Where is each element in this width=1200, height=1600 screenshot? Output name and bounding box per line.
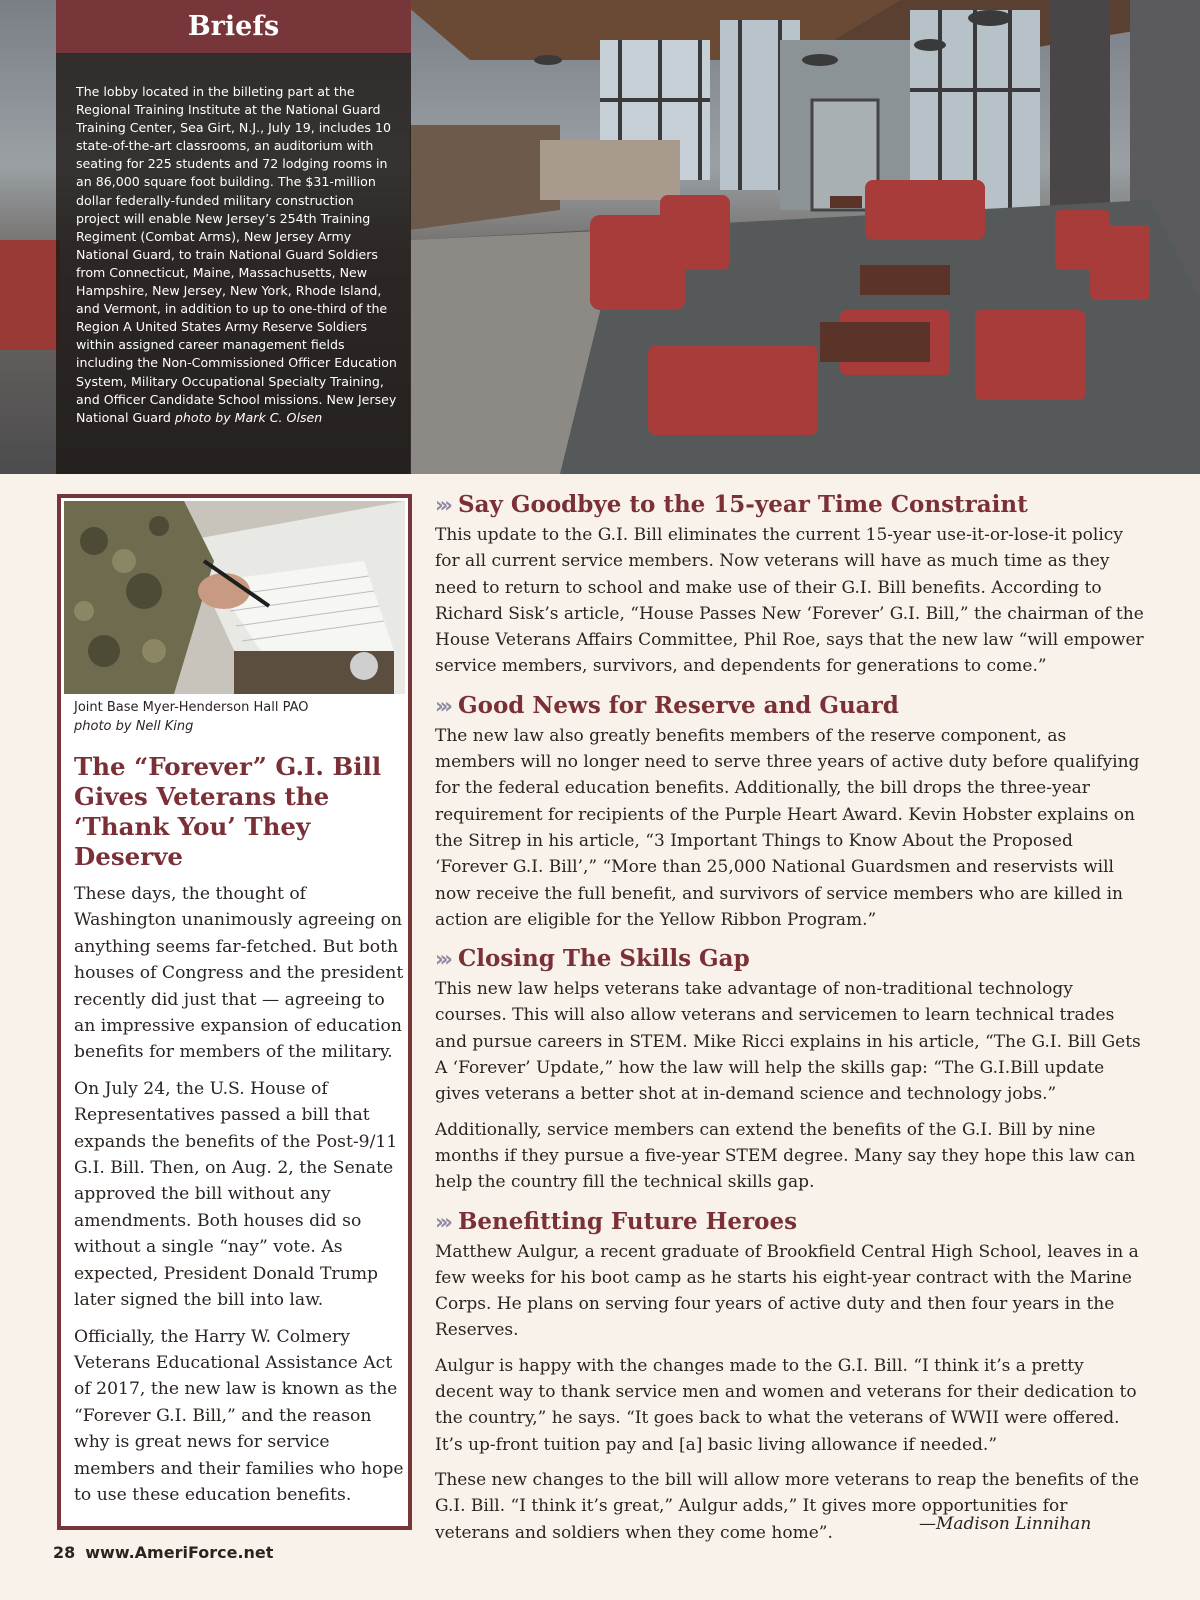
- sidebar-paragraph: On July 24, the U.S. House of Representatives passed a bill that expands the benefits of the Post-9/11 G.I. Bill. Then, on Aug. 2, the Senate approved the bill without any amendments. Both houses did so without a single “nay” vote. As expected, President Donald Trump later signed the bill into law.: [74, 1078, 398, 1311]
- briefs-caption: [76, 83, 398, 427]
- section-paragraph: These new changes to the bill will allow more veterans to reap the benefits of the G.I. Bill. “I think it’s great,” Aulgur adds,” It gives more opportunities for veterans and soldiers when they come home”.: [435, 1469, 1140, 1543]
- section-heading-text: Closing The Skills Gap: [457, 945, 750, 973]
- student-writing-illustration: [64, 501, 405, 694]
- section-heading: [435, 942, 1147, 976]
- sidebar-article: [57, 494, 412, 1530]
- chevron-right-icon: ›››: [435, 693, 449, 718]
- main-column: [435, 488, 1147, 1555]
- section-paragraph: The new law also greatly benefits members of the reserve component, as members will no longer need to serve three years of active duty before qualifying for the federal education benefits. Additionally, the bill drops the three-year requirement for recipients of the Purple Heart Award. Kevin Hobster explains on the Sitrep in his article, “3 Important Things to Know About the Proposed ‘Forever G.I. Bill’,” “More than 25,000 National Guardsmen and reservists will now receive the full benefit, and survivors of service members who are killed in action are eligible for the Yellow Ribbon Program.”: [435, 725, 1140, 930]
- sidebar-paragraph: Officially, the Harry W. Colmery Veterans Educational Assistance Act of 2017, the new law is known as the “Forever G.I. Bill,” and the reason why is great news for service members and their families who hope to use these education benefits.: [74, 1326, 404, 1505]
- section-time-constraint: [435, 488, 1147, 680]
- briefs-header: Briefs: [56, 0, 411, 53]
- section-reserve-guard: [435, 689, 1147, 933]
- chevron-right-icon: ›››: [435, 493, 449, 517]
- sidebar-photo-credit: [74, 698, 404, 736]
- article-title: The “Forever” G.I. Bill Gives Veterans the ‘Thank You’ They Deserve: [74, 752, 382, 871]
- section-heading-text: Good News for Reserve and Guard: [457, 691, 899, 719]
- section-future-heroes: [435, 1205, 1147, 1546]
- lobby-photo: [0, 0, 1200, 474]
- sidebar-credit-photographer: photo by Nell King: [74, 719, 194, 734]
- section-paragraph: Aulgur is happy with the changes made to the G.I. Bill. “I think it’s a pretty decent way to thank service men and women and veterans for their dedication to the country,” he says. “It goes back to what the veterans of WWII were offered. It’s up-front tuition pay and [a] basic living allowance if needed.”: [435, 1355, 1137, 1455]
- sidebar-paragraph: These days, the thought of Washington unanimously agreeing on anything seems far-fetched. But both houses of Congress and the president recently did just that — agreeing to an impressive expansion of education benefits for members of the military.: [74, 884, 404, 1063]
- briefs-caption-text: The lobby located in the billeting part at the Regional Training Institute at the National Guard Training Center, Sea Girt, N.J., July 19, includes 10 state-of-the-art classrooms, an auditorium with seating for 225 students and 72 lodging rooms in an 86,000 square foot building. The $31-million dollar federally-funded military construction project will enable New Jersey’s 254th Training Regiment (Combat Arms), New Jersey Army National Guard, to train National Guard Soldiers from Connecticut, Maine, Massachusetts, New Hampshire, New Jersey, New York, Rhode Island, and Vermont, in addition to up to one-third of the Region A United States Army Reserve Soldiers within assigned career management fields including the Non-Commissioned Officer Education System, Military Occupational Specialty Training, and Officer Candidate School missions. New Jersey National Guard: [76, 84, 397, 425]
- briefs-panel: [56, 0, 411, 474]
- sidebar-body: [74, 881, 406, 1518]
- page-footer: [53, 1543, 283, 1562]
- section-heading: [435, 488, 1147, 522]
- page-number: 28: [53, 1543, 76, 1562]
- section-paragraph: This new law helps veterans take advantage of non-traditional technology courses. This will also allow veterans and servicemen to learn technical trades and pursue careers in STEM. Mike Ricci explains in his article, “The G.I. Bill Gets A ‘Forever’ Update,” how the law will help the skills gap: “The G.I.Bill update gives veterans a better shot at in-demand science and technology jobs.”: [435, 979, 1141, 1105]
- section-heading: [435, 1205, 1147, 1239]
- section-body: [435, 1239, 1147, 1546]
- section-body: [435, 522, 1147, 680]
- section-heading-text: Say Goodbye to the 15-year Time Constraint: [457, 491, 1028, 518]
- section-heading-text: Benefitting Future Heroes: [457, 1207, 798, 1235]
- section-paragraph: Matthew Aulgur, a recent graduate of Brookfield Central High School, leaves in a few weeks for his boot camp as he starts his eight-year contract with the Marine Corps. He plans on serving four years of active duty and then four years in the Reserves.: [435, 1241, 1139, 1341]
- section-body: [435, 723, 1147, 933]
- author-byline: —Madison Linnihan: [919, 1514, 1092, 1534]
- section-paragraph: Additionally, service members can extend the benefits of the G.I. Bill by nine months if they pursue a five-year STEM degree. Many say they hope this law can help the country fill the technical skills gap.: [435, 1119, 1136, 1193]
- section-skills-gap: [435, 942, 1147, 1195]
- sidebar-credit-line: Joint Base Myer-Henderson Hall PAO: [74, 700, 309, 715]
- section-heading: [435, 689, 1147, 723]
- chevron-right-icon: ›››: [435, 1209, 449, 1234]
- student-writing-photo: [64, 501, 405, 694]
- section-paragraph: This update to the G.I. Bill eliminates the current 15-year use-it-or-lose-it policy for all current service members. Now veterans will have as much time as they need to return to school and make use of their G.I. Bill benefits. According to Richard Sisk’s article, “House Passes New ‘Forever’ G.I. Bill,” the chairman of the House Veterans Affairs Committee, Phil Roe, says that the new law “will empower service members, survivors, and dependents for generations to come.”: [435, 525, 1144, 677]
- website-link[interactable]: www.AmeriForce.net: [85, 1543, 274, 1562]
- briefs-photo-credit: photo by Mark C. Olsen: [174, 409, 323, 425]
- chevron-right-icon: ›››: [435, 947, 449, 972]
- section-body: [435, 976, 1147, 1195]
